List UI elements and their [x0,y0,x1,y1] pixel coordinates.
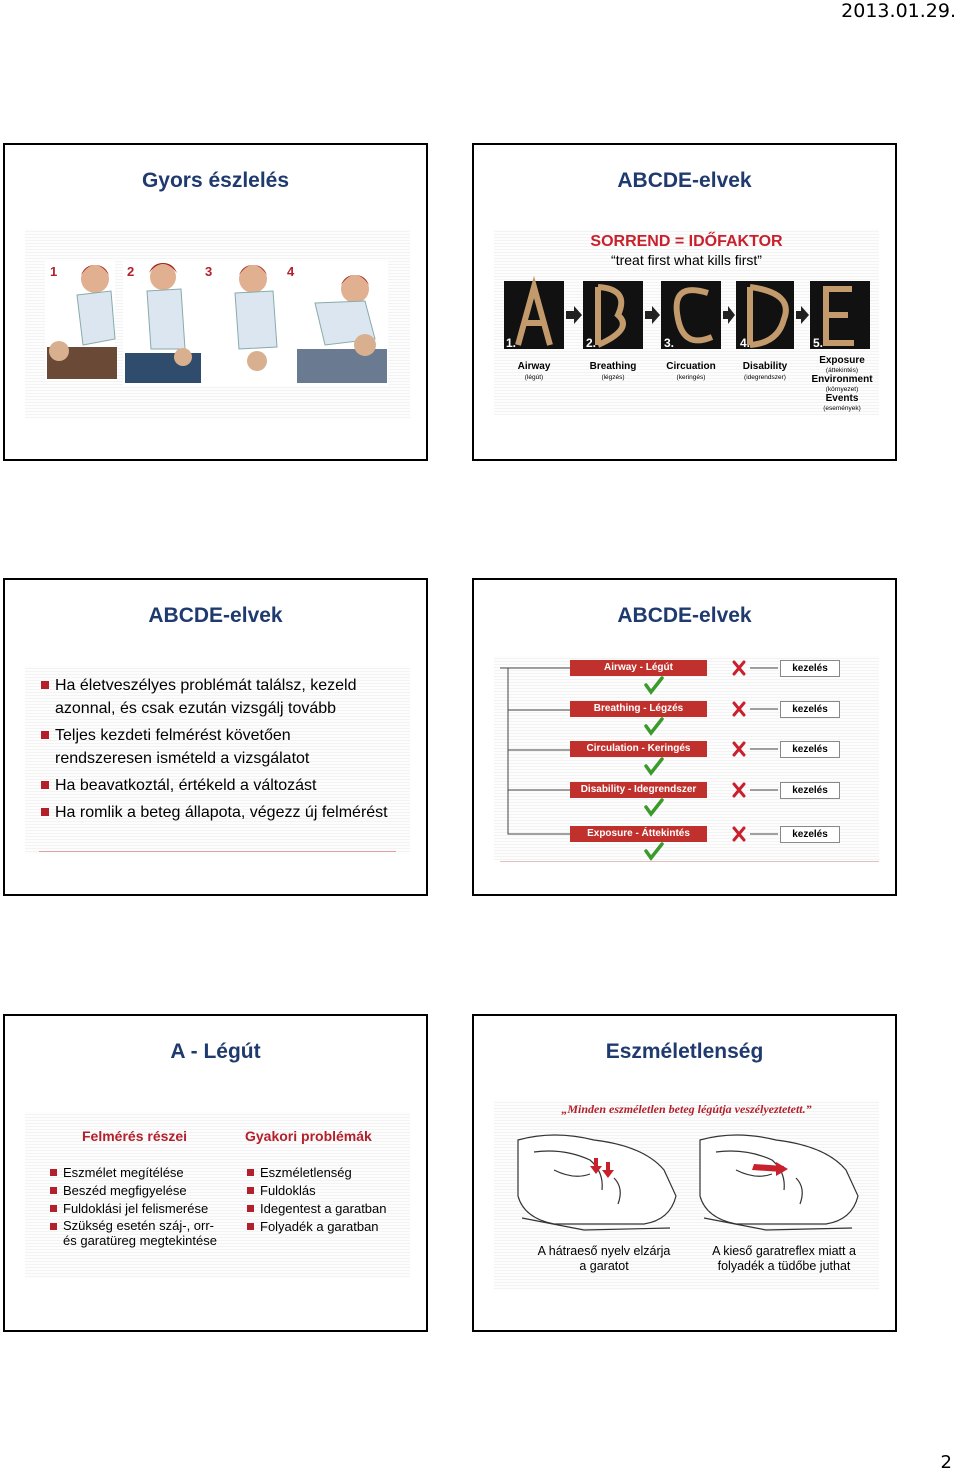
quote: „Minden eszméletlen beteg légútja veszélyeztetett.” [561,1102,812,1116]
airway-panel [25,1112,410,1278]
divider [39,851,396,852]
head-profile-left [518,1135,676,1230]
flow-step-breathing: Breathing - Légzés [570,701,707,717]
col1-heading: Felmérés részei [82,1128,188,1144]
treat-box: kezelés [780,782,840,799]
rule-bullet: Ha életveszélyes problémát találsz, kezeld azonnal, és csak ezután vizsgálj tovább [39,674,389,720]
slide-title: ABCDE-elvek [617,604,752,627]
headline: SORREND = IDŐFAKTOR [590,233,783,250]
problem-item: Folyadék a garatban [246,1218,411,1236]
treat-box: kezelés [780,741,840,758]
rules-panel [25,666,410,854]
subline: “treat first what kills first” [611,252,762,268]
letter-sub: (idegrendszer) [744,374,786,381]
letter-name: Exposure [819,355,865,366]
flow-step-disability: Disability - Idegrendszer [570,782,707,798]
letter-name: Breathing [589,361,637,372]
print-date: 2013.01.29. [841,0,956,22]
flow-step-circulation: Circulation - Keringés [570,741,707,757]
letter-sub: (környezet) [825,386,859,393]
assessment-item: Beszéd megfigyelése [49,1182,229,1200]
letter-sub: (légút) [524,374,544,381]
slide-title: Eszméletlenség [605,1040,764,1063]
slide-abcde-letters [472,143,897,461]
letter-sub: (légzés) [601,374,625,381]
flow-step-airway: Airway - Légút [570,660,707,676]
slide-title: A - Légút [170,1040,261,1063]
letter-name: Circuation [666,361,716,372]
step-number: 1 [50,264,58,279]
letter-name: Events [825,393,859,404]
problem-item: Idegentest a garatban [246,1200,411,1218]
illustration-panel [25,229,410,419]
assessment-item: Szükség esetén száj-, orr- és garatüreg megtekintése [49,1218,229,1248]
slide-title: ABCDE-elvek [617,169,752,192]
first-aid-sequence-illustration [25,229,410,419]
letter-name: Disability [742,361,788,372]
step-number: 4 [287,264,295,279]
check-icon [646,678,662,858]
step-3-illustration [201,261,293,386]
letter-sub: (keringés) [676,374,706,381]
letter-number: 3. [664,336,675,350]
treat-box: kezelés [780,660,840,677]
treat-box: kezelés [780,826,840,843]
step-number: 3 [205,264,213,279]
slide-abcde-rules [3,578,428,896]
unconscious-panel [494,1100,879,1290]
letter-number: 2. [586,336,597,350]
problem-item: Fuldoklás [246,1182,411,1200]
slide-gyors-eszleles [3,143,428,461]
head-profile-right [700,1135,858,1230]
slide-title: ABCDE-elvek [148,604,283,627]
letter-name: Environment [811,374,873,385]
slide-title: Gyors észlelés [141,169,290,192]
caption-right: A kieső garatreflex miatt a folyadék a tüdőbe juthat [712,1244,856,1273]
caption-left: A hátraeső nyelv elzárja a garatot [537,1244,671,1273]
letter-name: Airway [517,361,551,372]
assessment-item: Fuldoklási jel felismerése [49,1200,229,1218]
abcde-letters-graphic [494,229,879,415]
slide-eszmeletlenseg [472,1014,897,1332]
letter-number: 4. [740,336,751,350]
letters-panel [494,229,879,415]
treat-box: kezelés [780,701,840,718]
letter-number: 5. [813,336,824,350]
rule-bullet: Ha romlik a beteg állapota, végezz új felmérést [39,801,389,824]
cross-icon [734,662,744,840]
step-4-illustration [293,261,388,386]
step-number: 2 [127,264,135,279]
rule-bullet: Teljes kezdeti felmérést követően rendszeresen ismételd a vizsgálatot [39,724,389,770]
letter-number: 1. [506,336,517,350]
status-marks [494,656,879,862]
step-1-illustration [45,261,117,381]
flow-panel [494,656,879,862]
assessment-item: Eszmélet megítélése [49,1164,229,1182]
rule-bullet: Ha beavatkoztál, értékeld a változást [39,774,389,797]
slide-abcde-flow [472,578,897,896]
slide-a-legut [3,1014,428,1332]
page-number: 2 [940,1452,952,1473]
flow-step-exposure: Exposure - Áttekintés [570,826,707,842]
col2-heading: Gyakori problémák [245,1128,372,1144]
problem-item: Eszméletlenség [246,1164,411,1182]
step-2-illustration [123,261,203,386]
letter-sub: (események) [823,405,861,412]
letter-sub: (áttekintés) [825,367,859,374]
